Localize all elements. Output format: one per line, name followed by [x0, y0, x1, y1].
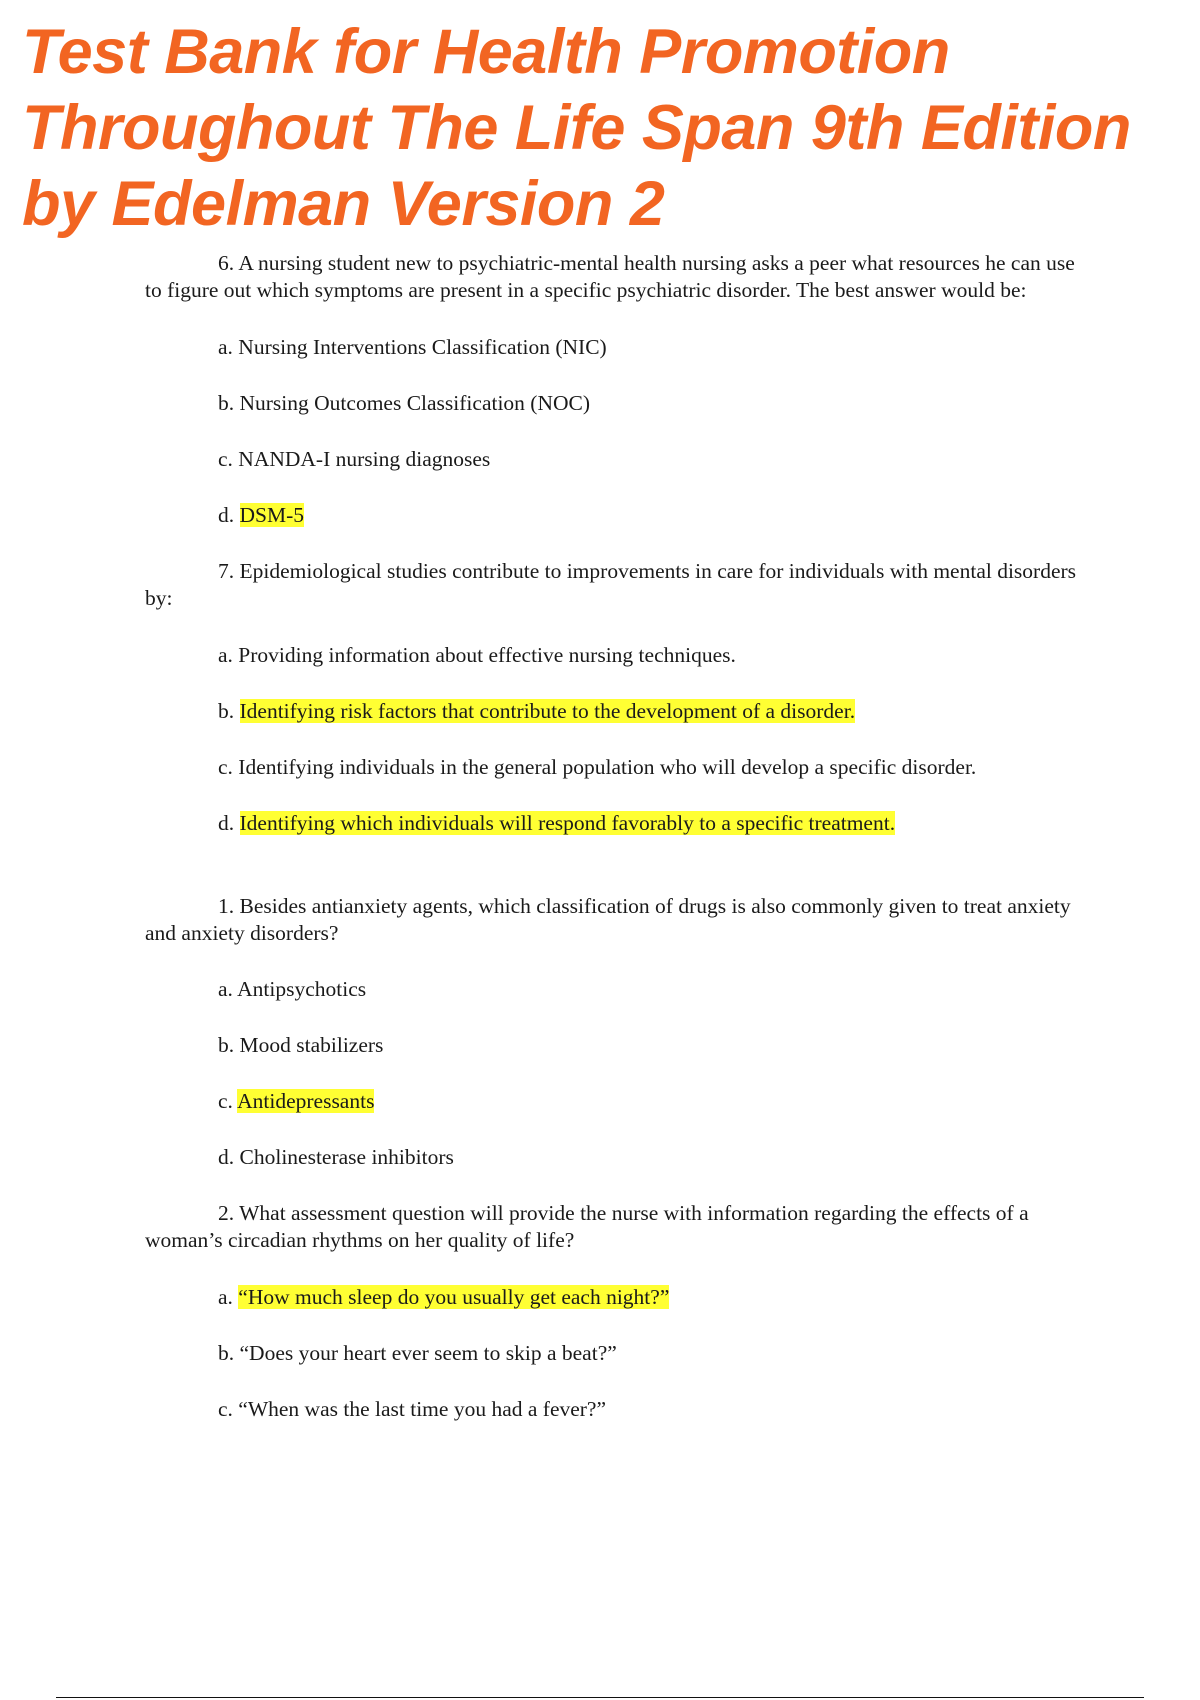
footer-divider: [56, 1697, 1144, 1698]
option-text: Providing information about effective nursing techniques.: [238, 643, 736, 667]
question-stem: 1. Besides antianxiety agents, which classification of drugs is also commonly given to treat anxiety and anxiety disorders?: [145, 894, 1071, 945]
option-letter: b.: [218, 1341, 240, 1365]
answer-option: [145, 642, 1085, 669]
option-text: Cholinesterase inhibitors: [239, 1145, 454, 1169]
option-text: Antipsychotics: [237, 977, 367, 1001]
option-letter: d.: [218, 811, 240, 835]
option-letter: a.: [218, 643, 239, 667]
answer-option: [145, 1144, 1085, 1171]
option-text: Mood stabilizers: [239, 1033, 384, 1057]
title-line-2: Throughout The Life Span 9th Edition: [22, 93, 1131, 163]
option-letter: b.: [218, 1033, 240, 1057]
answer-option: [145, 1032, 1085, 1059]
answer-option-correct: [145, 1088, 1085, 1115]
option-text: Identifying individuals in the general population who will develop a specific disorder.: [238, 755, 977, 779]
option-text: “Does your heart ever seem to skip a beat?”: [239, 1341, 617, 1365]
option-letter: c.: [218, 755, 239, 779]
option-text: Nursing Interventions Classification (NIC): [238, 335, 607, 359]
option-letter: a.: [218, 977, 238, 1001]
document-title: [22, 14, 1192, 242]
option-letter: c.: [218, 447, 239, 471]
question-stem: 6. A nursing student new to psychiatric-mental health nursing asks a peer what resources he can use to figure out which symptoms are present in a specific psychiatric disorder. The best answer would be:: [145, 251, 1075, 302]
option-letter: c.: [218, 1089, 238, 1113]
option-letter: d.: [218, 1145, 240, 1169]
option-text: “When was the last time you had a fever?”: [238, 1397, 607, 1421]
option-letter: a.: [218, 1285, 239, 1309]
question-list: [145, 250, 1085, 1423]
option-letter: b.: [218, 391, 240, 415]
highlighted-answer: Identifying which individuals will respond favorably to a specific treatment.: [239, 811, 896, 835]
answer-option: [145, 976, 1085, 1003]
option-letter: a.: [218, 335, 239, 359]
option-text: Nursing Outcomes Classification (NOC): [239, 391, 591, 415]
answer-option-correct: [145, 810, 1085, 837]
answer-option-correct: [145, 1284, 1085, 1311]
highlighted-answer: “How much sleep do you usually get each night?”: [238, 1285, 670, 1309]
option-letter: d.: [218, 503, 240, 527]
highlighted-answer: Identifying risk factors that contribute to the development of a disorder.: [239, 699, 856, 723]
answer-option: [145, 446, 1085, 473]
option-letter: c.: [218, 1397, 239, 1421]
question-block: [145, 893, 1085, 1171]
question-block: [145, 250, 1085, 529]
answer-option-correct: [145, 698, 1085, 725]
option-text: NANDA-I nursing diagnoses: [238, 447, 491, 471]
question-stem: 7. Epidemiological studies contribute to improvements in care for individuals with mental disorders by:: [145, 559, 1077, 610]
answer-option: [145, 754, 1085, 781]
highlighted-answer: Antidepressants: [237, 1089, 375, 1113]
answer-option-correct: [145, 502, 1085, 529]
answer-option: [145, 1396, 1085, 1423]
question-stem: 2. What assessment question will provide the nurse with information regarding the effects of a woman’s circadian rhythms on her quality of life?: [145, 1201, 1029, 1252]
question-block: [145, 558, 1085, 837]
title-line-3: by Edelman Version 2: [22, 169, 665, 239]
highlighted-answer: DSM-5: [239, 503, 305, 527]
question-block: [145, 1200, 1085, 1423]
answer-option: [145, 390, 1085, 417]
answer-option: [145, 1340, 1085, 1367]
title-line-1: Test Bank for Health Promotion: [22, 17, 950, 87]
option-letter: b.: [218, 699, 240, 723]
answer-option: [145, 334, 1085, 361]
